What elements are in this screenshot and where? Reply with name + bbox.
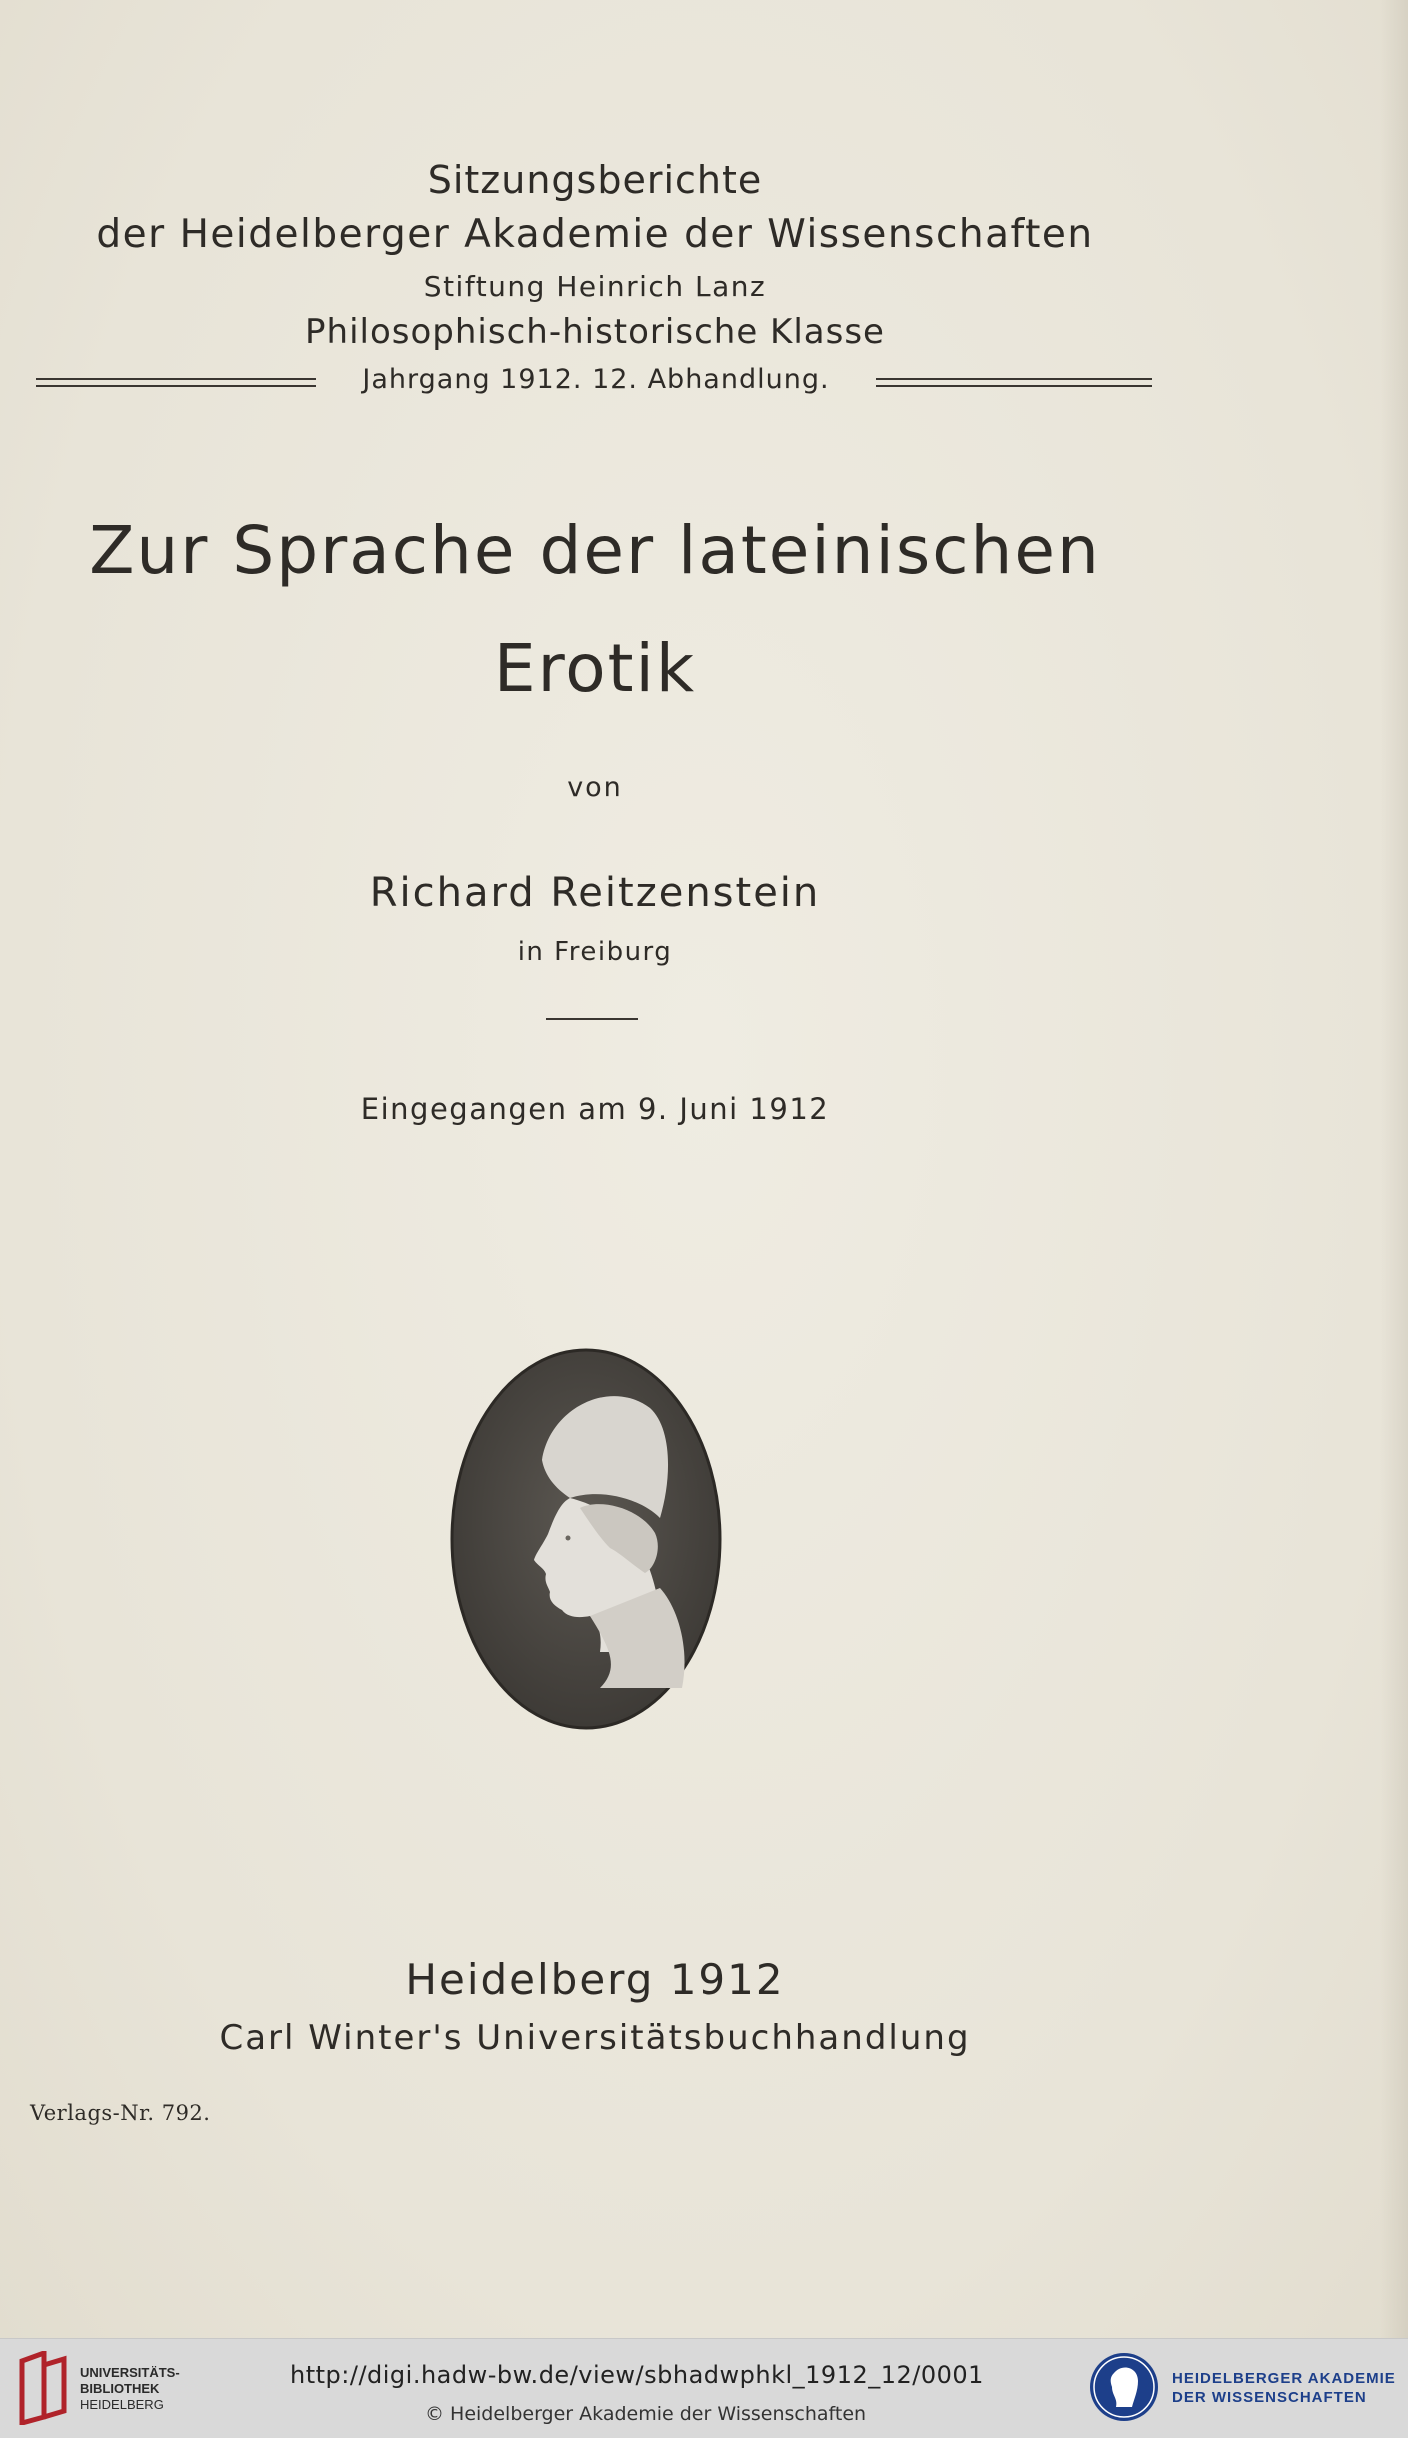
library-line2: BIBLIOTHEK — [80, 2381, 160, 2396]
university-library-name — [80, 2365, 180, 2413]
short-divider — [546, 1018, 638, 1020]
library-line3: HEIDELBERG — [80, 2397, 164, 2412]
volume-label: Jahrgang 1912. 12. Abhandlung. — [362, 364, 830, 395]
byline-von: von — [567, 772, 623, 803]
viewer-footer — [0, 2338, 1408, 2438]
main-title-line2: Erotik — [493, 630, 697, 707]
university-library-logo-icon[interactable] — [14, 2351, 72, 2425]
series-title: Sitzungsberichte — [427, 158, 763, 202]
academy-logo-icon[interactable] — [1088, 2351, 1160, 2423]
main-title-line1: Zur Sprache der lateinischen — [89, 512, 1101, 589]
page-edge-shadow — [1380, 0, 1408, 2338]
class-name: Philosophisch-historische Klasse — [305, 312, 885, 352]
author-place: in Freiburg — [517, 937, 673, 967]
academy-name: der Heidelberger Akademie der Wissenschaften — [96, 212, 1094, 257]
verlag-number: Verlags-Nr. 792. — [30, 2101, 211, 2125]
foundation-name: Stiftung Heinrich Lanz — [423, 270, 767, 303]
library-line1: UNIVERSITÄTS- — [80, 2365, 180, 2380]
copyright-notice: © Heidelberger Akademie der Wissenschaften — [425, 2403, 867, 2425]
athena-cameo-icon — [450, 1348, 722, 1730]
imprint-city-year: Heidelberg 1912 — [405, 1955, 785, 2004]
double-rule-right — [876, 378, 1152, 387]
received-date: Eingegangen am 9. Juni 1912 — [360, 1092, 830, 1126]
academy-line1: HEIDELBERGER AKADEMIE — [1172, 2370, 1396, 2387]
permalink-url[interactable]: http://digi.hadw-bw.de/view/sbhadwphkl_1912_12/0001 — [290, 2361, 984, 2389]
double-rule-left — [36, 378, 316, 387]
imprint-publisher: Carl Winter's Universitätsbuchhandlung — [219, 2018, 971, 2058]
volume-row — [36, 364, 1152, 404]
academy-line2: DER WISSENSCHAFTEN — [1172, 2389, 1367, 2406]
academy-name-footer — [1172, 2369, 1396, 2407]
author-name: Richard Reitzenstein — [369, 870, 821, 916]
